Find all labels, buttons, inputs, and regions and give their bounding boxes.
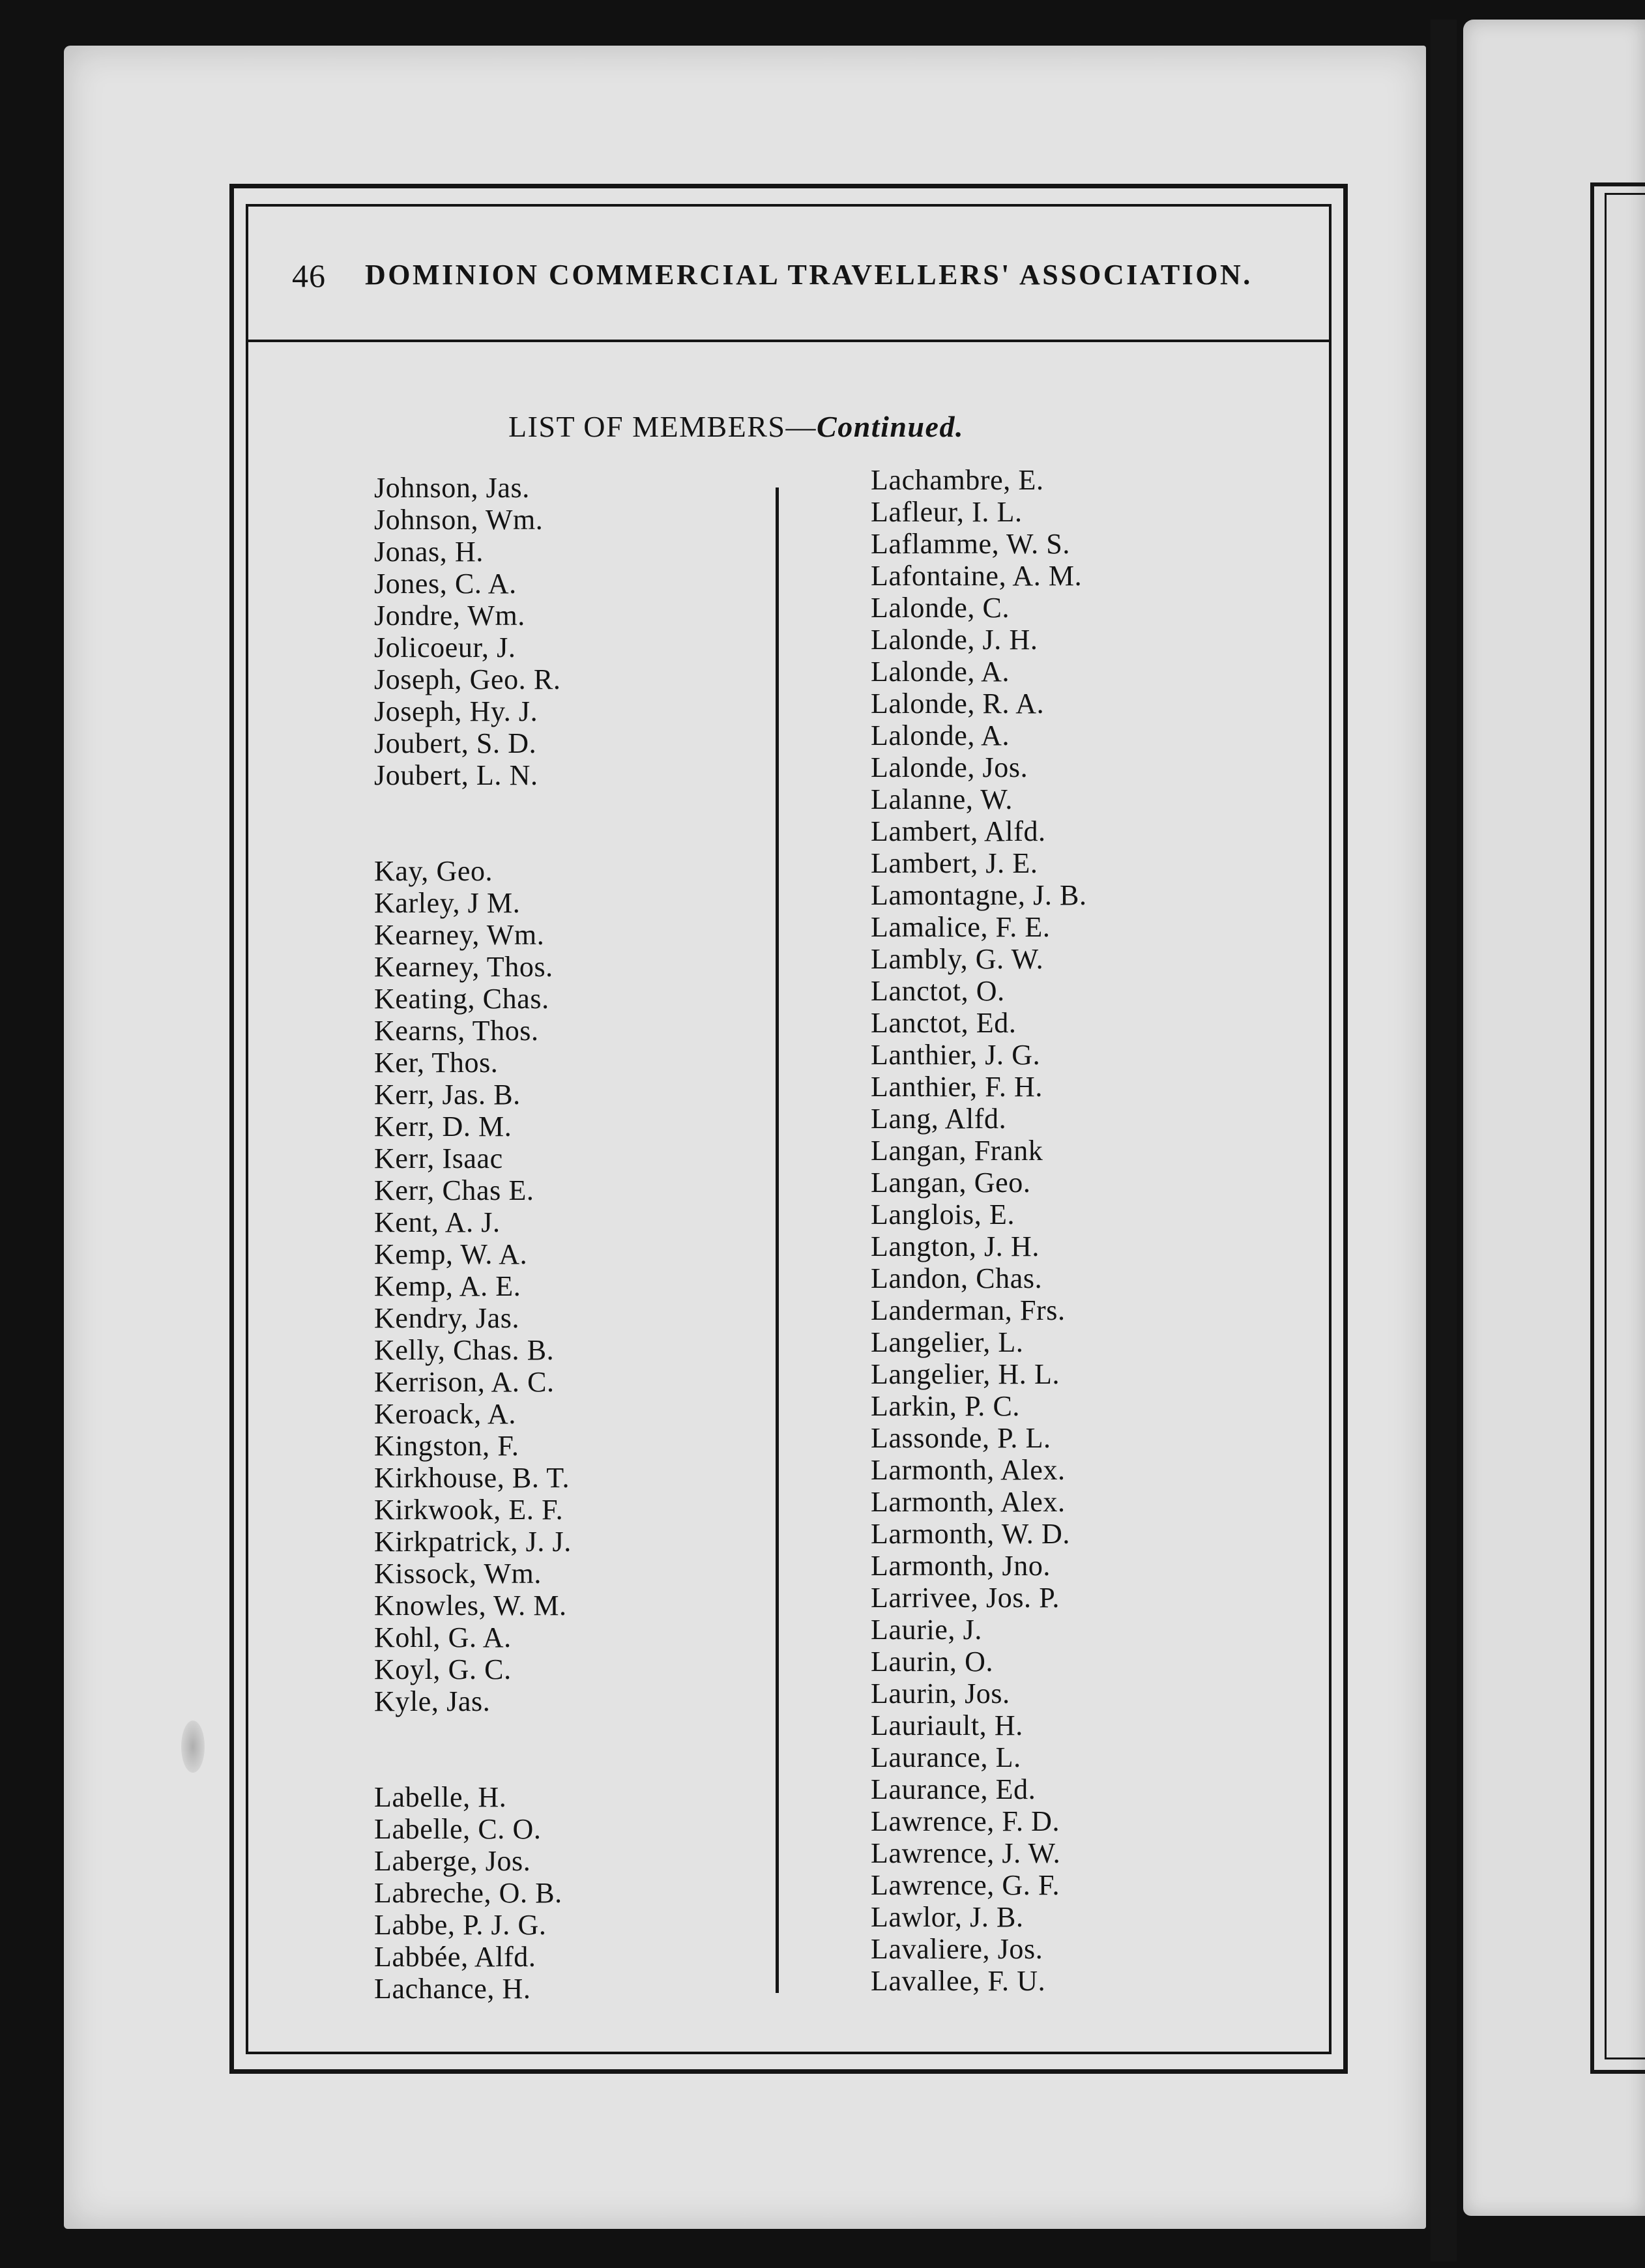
member-entry: Laurie, J. <box>871 1614 982 1646</box>
member-entry: Kirkwook, E. F. <box>374 1494 564 1526</box>
member-entry: Keroack, A. <box>374 1398 516 1430</box>
member-entry: Kelly, Chas. B. <box>374 1334 555 1366</box>
member-entry: Laberge, Jos. <box>374 1845 531 1877</box>
member-entry: Langan, Frank <box>871 1135 1043 1167</box>
member-entry: Lalanne, W. <box>871 783 1013 815</box>
member-entry: Kerr, Jas. B. <box>374 1079 521 1111</box>
facing-page-frame-inner <box>1605 193 1645 2059</box>
member-entry: Labreche, O. B. <box>374 1877 562 1909</box>
member-entry: Langelier, H. L. <box>871 1358 1060 1390</box>
member-entry: Laflamme, W. S. <box>871 528 1070 560</box>
section-title <box>508 411 964 444</box>
member-entry: Labbée, Alfd. <box>374 1941 536 1973</box>
member-entry: Joseph, Geo. R. <box>374 663 561 695</box>
member-entry: Kirkpatrick, J. J. <box>374 1526 572 1558</box>
member-entry: Lalonde, A. <box>871 656 1010 688</box>
member-entry: Lawrence, J. W. <box>871 1837 1061 1869</box>
member-entry: Lalonde, A. <box>871 720 1010 751</box>
member-entry: Lavallee, F. U. <box>871 1965 1046 1997</box>
member-entry: Kemp, A. E. <box>374 1270 521 1302</box>
members-left-column <box>374 472 572 2005</box>
member-entry: Laurance, L. <box>871 1741 1021 1773</box>
member-entry: Lang, Alfd. <box>871 1103 1007 1135</box>
member-entry: Kohl, G. A. <box>374 1621 512 1653</box>
member-entry: Johnson, Jas. <box>374 472 530 504</box>
member-entry: Kerr, Isaac <box>374 1142 503 1174</box>
header-rule <box>248 340 1329 342</box>
member-entry: Knowles, W. M. <box>374 1590 567 1621</box>
member-entry: Lalonde, Jos. <box>871 751 1028 783</box>
member-entry: Larmonth, Alex. <box>871 1454 1066 1486</box>
member-entry: Lambert, J. E. <box>871 847 1038 879</box>
member-entry: Kerr, D. M. <box>374 1111 512 1142</box>
member-entry: Laurin, O. <box>871 1646 994 1678</box>
member-entry: Lawrence, G. F. <box>871 1869 1060 1901</box>
member-entry: Langelier, L. <box>871 1326 1024 1358</box>
section-title-text: LIST OF MEMBERS— <box>508 410 817 443</box>
member-entry: Labelle, C. O. <box>374 1813 542 1845</box>
member-entry: Lauriault, H. <box>871 1709 1023 1741</box>
member-entry: Lanctot, Ed. <box>871 1007 1017 1039</box>
column-divider <box>776 487 779 1993</box>
member-entry: Kerr, Chas E. <box>374 1174 534 1206</box>
member-entry: Joubert, L. N. <box>374 759 538 791</box>
member-entry: Lavaliere, Jos. <box>871 1933 1043 1965</box>
member-entry: Lambly, G. W. <box>871 943 1044 975</box>
member-entry: Jonas, H. <box>374 536 484 568</box>
member-entry: Koyl, G. C. <box>374 1653 512 1685</box>
member-entry: Kirkhouse, B. T. <box>374 1462 570 1494</box>
member-entry: Kerrison, A. C. <box>374 1366 555 1398</box>
member-entry: Laurin, Jos. <box>871 1678 1010 1709</box>
member-entry: Larmonth, Alex. <box>871 1486 1066 1518</box>
member-entry: Kearney, Thos. <box>374 951 553 983</box>
member-entry: Labelle, H. <box>374 1781 507 1813</box>
member-entry: Langan, Geo. <box>871 1167 1031 1199</box>
member-entry: Lawrence, F. D. <box>871 1805 1060 1837</box>
member-entry: Laurance, Ed. <box>871 1773 1036 1805</box>
page-number: 46 <box>292 257 326 294</box>
member-entry: Kearney, Wm. <box>374 919 545 951</box>
member-entry: Lalonde, R. A. <box>871 688 1045 720</box>
member-entry: Lanthier, F. H. <box>871 1071 1043 1103</box>
member-entry: Labbe, P. J. G. <box>374 1909 547 1941</box>
member-entry: Ker, Thos. <box>374 1047 499 1079</box>
member-entry: Lawlor, J. B. <box>871 1901 1024 1933</box>
member-entry: Larkin, P. C. <box>871 1390 1021 1422</box>
page-smudge <box>181 1721 205 1773</box>
member-entry: Lamontagne, J. B. <box>871 879 1087 911</box>
member-entry: Langton, J. H. <box>871 1230 1040 1262</box>
member-entry: Johnson, Wm. <box>374 504 544 536</box>
member-entry: Lalonde, C. <box>871 592 1010 624</box>
member-entry: Langlois, E. <box>871 1199 1015 1230</box>
member-entry: Kingston, F. <box>374 1430 519 1462</box>
group-spacer <box>374 1717 572 1781</box>
member-entry: Kissock, Wm. <box>374 1558 542 1590</box>
member-entry: Lalonde, J. H. <box>871 624 1038 656</box>
member-entry: Lanthier, J. G. <box>871 1039 1041 1071</box>
member-entry: Kendry, Jas. <box>374 1302 520 1334</box>
member-entry: Jondre, Wm. <box>374 600 525 632</box>
section-title-continued: Continued. <box>817 410 964 443</box>
member-entry: Karley, J M. <box>374 887 521 919</box>
member-entry: Kyle, Jas. <box>374 1685 491 1717</box>
member-entry: Keating, Chas. <box>374 983 549 1015</box>
group-spacer <box>374 791 572 855</box>
member-entry: Kemp, W. A. <box>374 1238 528 1270</box>
member-entry: Larmonth, W. D. <box>871 1518 1070 1550</box>
member-entry: Landon, Chas. <box>871 1262 1043 1294</box>
member-entry: Joubert, S. D. <box>374 727 537 759</box>
member-entry: Jones, C. A. <box>374 568 517 600</box>
members-right-column <box>871 464 1087 1997</box>
member-entry: Lachance, H. <box>374 1973 531 2005</box>
member-entry: Lambert, Alfd. <box>871 815 1046 847</box>
member-entry: Kearns, Thos. <box>374 1015 539 1047</box>
member-entry: Lachambre, E. <box>871 464 1044 496</box>
member-entry: Larmonth, Jno. <box>871 1550 1051 1582</box>
member-entry: Jolicoeur, J. <box>374 632 516 663</box>
member-entry: Lafleur, I. L. <box>871 496 1023 528</box>
member-entry: Kay, Geo. <box>374 855 493 887</box>
member-entry: Joseph, Hy. J. <box>374 695 538 727</box>
member-entry: Lassonde, P. L. <box>871 1422 1051 1454</box>
member-entry: Lamalice, F. E. <box>871 911 1051 943</box>
member-entry: Landerman, Frs. <box>871 1294 1066 1326</box>
running-title: DOMINION COMMERCIAL TRAVELLERS' ASSOCIATION. <box>365 259 1253 291</box>
member-entry: Lafontaine, A. M. <box>871 560 1083 592</box>
member-entry: Kent, A. J. <box>374 1206 501 1238</box>
member-entry: Lanctot, O. <box>871 975 1005 1007</box>
member-entry: Larrivee, Jos. P. <box>871 1582 1060 1614</box>
book-gutter <box>1431 20 1457 2261</box>
